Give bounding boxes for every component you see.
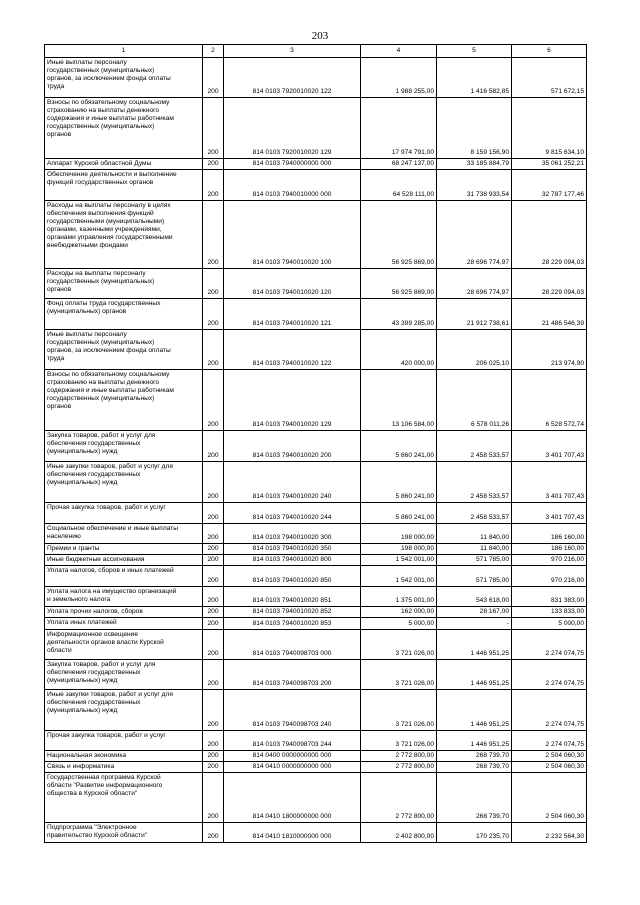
approved-amount: 162 000,00 (361, 607, 437, 618)
item-name: Уплата налога на имущество организаций и земельного налога (45, 587, 203, 607)
column-header-row (45, 45, 587, 58)
table-row (45, 524, 587, 544)
item-name: Закупка товаров, работ и услуг для обеспечения государственных (муниципальных) нужд (45, 431, 203, 462)
item-name: Уплата налогов, сборов и иных платежей (45, 566, 203, 587)
approved-amount: 1 542 001,00 (361, 555, 437, 566)
line-code: 200 (203, 762, 224, 773)
column-header: 3 (224, 45, 361, 58)
budget-code: 814 0103 7940000000 000 (224, 159, 361, 170)
item-name: Уплата иных платежей (45, 618, 203, 630)
item-name: Иные выплаты персоналу государственных (муниципальных) органов, за исключением фонда оплаты труда (45, 58, 203, 98)
budget-code: 814 0410 1800000000 000 (224, 773, 361, 823)
line-code: 200 (203, 269, 224, 299)
line-code: 200 (203, 618, 224, 630)
table-row (45, 762, 587, 773)
unexecuted-amount: 970 216,00 (512, 566, 587, 587)
table-row (45, 607, 587, 618)
approved-amount: 17 974 791,00 (361, 98, 437, 159)
unexecuted-amount: 3 401 707,43 (512, 431, 587, 462)
approved-amount: 3 721 026,00 (361, 690, 437, 731)
item-name: Связь и информатика (45, 762, 203, 773)
item-name: Социальное обеспечение и иные выплаты населению (45, 524, 203, 544)
table-row (45, 690, 587, 731)
line-code: 200 (203, 630, 224, 660)
line-code: 200 (203, 201, 224, 269)
line-code: 200 (203, 330, 224, 370)
table-row (45, 431, 587, 462)
table-row (45, 630, 587, 660)
unexecuted-amount: 35 061 252,21 (512, 159, 587, 170)
budget-report-table (44, 44, 587, 843)
unexecuted-amount: 213 974,90 (512, 330, 587, 370)
executed-amount: 268 739,70 (437, 762, 512, 773)
table-row (45, 618, 587, 630)
executed-amount: 21 912 738,61 (437, 299, 512, 330)
line-code: 200 (203, 823, 224, 843)
unexecuted-amount: 21 486 546,39 (512, 299, 587, 330)
executed-amount: 268 739,70 (437, 773, 512, 823)
line-code: 200 (203, 660, 224, 690)
table-row (45, 566, 587, 587)
table-row (45, 751, 587, 762)
executed-amount: 543 618,00 (437, 587, 512, 607)
line-code: 200 (203, 431, 224, 462)
item-name: Расходы на выплаты персоналу в целях обеспечения выполнения функций государственными (муниципальными) органами, казенными учреждениями, органами управления государственными внебюджетными фондами (45, 201, 203, 269)
item-name: Иные бюджетные ассигнования (45, 555, 203, 566)
budget-code: 814 0103 7940098703 244 (224, 731, 361, 751)
approved-amount: 2 772 800,00 (361, 773, 437, 823)
executed-amount: 1 446 951,25 (437, 731, 512, 751)
unexecuted-amount: 2 274 074,75 (512, 690, 587, 731)
item-name: Прочая закупка товаров, работ и услуг (45, 503, 203, 524)
item-name: Уплата прочих налогов, сборов (45, 607, 203, 618)
item-name: Взносы по обязательному социальному страхованию на выплаты денежного содержания и иные выплаты работникам государственных (муниципальных) органов (45, 98, 203, 159)
unexecuted-amount: 2 274 074,75 (512, 731, 587, 751)
executed-amount: 1 446 951,25 (437, 660, 512, 690)
executed-amount: 6 578 011,26 (437, 370, 512, 431)
unexecuted-amount: 2 504 060,30 (512, 751, 587, 762)
column-header: 6 (512, 45, 587, 58)
approved-amount: 3 721 026,00 (361, 660, 437, 690)
approved-amount: 3 721 026,00 (361, 630, 437, 660)
line-code: 200 (203, 587, 224, 607)
executed-amount: 8 159 156,90 (437, 98, 512, 159)
table-row (45, 170, 587, 201)
unexecuted-amount: 5 000,00 (512, 618, 587, 630)
budget-code: 814 0103 7940098703 200 (224, 660, 361, 690)
column-header: 4 (361, 45, 437, 58)
table-row (45, 269, 587, 299)
line-code: 200 (203, 159, 224, 170)
item-name: Подпрограмма "Электронное правительство Курской области" (45, 823, 203, 843)
budget-code: 814 0103 7940010020 300 (224, 524, 361, 544)
item-name: Закупка товаров, работ и услуг для обеспечения государственных (муниципальных) нужд (45, 660, 203, 690)
approved-amount: 5 860 241,00 (361, 462, 437, 503)
line-code: 200 (203, 690, 224, 731)
column-header: 5 (437, 45, 512, 58)
approved-amount: 56 925 869,00 (361, 201, 437, 269)
unexecuted-amount: 9 815 634,10 (512, 98, 587, 159)
executed-amount: 1 416 582,85 (437, 58, 512, 98)
budget-code: 814 0103 7940010020 853 (224, 618, 361, 630)
approved-amount: 68 247 137,00 (361, 159, 437, 170)
budget-code: 814 0103 7940010000 000 (224, 170, 361, 201)
approved-amount: 5 860 241,00 (361, 503, 437, 524)
table-row (45, 462, 587, 503)
budget-code: 814 0103 7940010020 800 (224, 555, 361, 566)
line-code: 200 (203, 370, 224, 431)
unexecuted-amount: 2 274 074,75 (512, 630, 587, 660)
budget-code: 814 0103 7940010020 852 (224, 607, 361, 618)
budget-code: 814 0103 7940010020 240 (224, 462, 361, 503)
line-code: 200 (203, 58, 224, 98)
line-code: 200 (203, 607, 224, 618)
budget-code: 814 0103 7940010020 121 (224, 299, 361, 330)
table-row (45, 330, 587, 370)
item-name: Обеспечение деятельности и выполнение функций государственных органов (45, 170, 203, 201)
approved-amount: 5 000,00 (361, 618, 437, 630)
unexecuted-amount: 3 401 707,43 (512, 462, 587, 503)
executed-amount: 206 025,10 (437, 330, 512, 370)
budget-code: 814 0103 7940010020 120 (224, 269, 361, 299)
line-code: 200 (203, 503, 224, 524)
table-row (45, 201, 587, 269)
budget-code: 814 0103 7940010020 244 (224, 503, 361, 524)
approved-amount: 64 528 111,00 (361, 170, 437, 201)
unexecuted-amount: 3 401 707,43 (512, 503, 587, 524)
approved-amount: 198 000,00 (361, 544, 437, 555)
item-name: Национальная экономика (45, 751, 203, 762)
executed-amount: 571 785,00 (437, 566, 512, 587)
approved-amount: 2 772 800,00 (361, 762, 437, 773)
unexecuted-amount: 2 232 564,30 (512, 823, 587, 843)
budget-code: 814 0103 7940010020 122 (224, 330, 361, 370)
item-name: Прочая закупка товаров, работ и услуг (45, 731, 203, 751)
item-name: Иные выплаты персоналу государственных (муниципальных) органов, за исключением фонда оплаты труда (45, 330, 203, 370)
page-number: 203 (311, 30, 329, 42)
unexecuted-amount: 6 528 572,74 (512, 370, 587, 431)
approved-amount: 56 925 869,00 (361, 269, 437, 299)
budget-code: 814 0400 0000000000 000 (224, 751, 361, 762)
item-name: Иные закупки товаров, работ и услуг для обеспечения государственных (муниципальных) нужд (45, 462, 203, 503)
approved-amount: 2 772 800,00 (361, 751, 437, 762)
line-code: 200 (203, 524, 224, 544)
executed-amount: 1 446 951,25 (437, 630, 512, 660)
item-name: Информационное освещение деятельности органов власти Курской области (45, 630, 203, 660)
line-code: 200 (203, 566, 224, 587)
budget-code: 814 0103 7920010020 129 (224, 98, 361, 159)
column-header: 1 (45, 45, 203, 58)
budget-code: 814 0410 0000000000 000 (224, 762, 361, 773)
table-row (45, 731, 587, 751)
budget-code: 814 0410 1810000000 000 (224, 823, 361, 843)
executed-amount: 268 739,70 (437, 751, 512, 762)
executed-amount: 33 185 884,79 (437, 159, 512, 170)
line-code: 200 (203, 773, 224, 823)
executed-amount: 2 458 533,57 (437, 462, 512, 503)
budget-code: 814 0103 7940098703 240 (224, 690, 361, 731)
approved-amount: 1 988 255,00 (361, 58, 437, 98)
line-code: 200 (203, 544, 224, 555)
line-code: 200 (203, 98, 224, 159)
table-row (45, 660, 587, 690)
unexecuted-amount: 2 504 060,30 (512, 773, 587, 823)
approved-amount: 420 000,00 (361, 330, 437, 370)
executed-amount: - (437, 618, 512, 630)
approved-amount: 198 000,00 (361, 524, 437, 544)
table-row (45, 159, 587, 170)
budget-code: 814 0103 7940010020 200 (224, 431, 361, 462)
budget-code: 814 0103 7940010020 129 (224, 370, 361, 431)
table-row (45, 299, 587, 330)
table-row (45, 555, 587, 566)
unexecuted-amount: 970 216,00 (512, 555, 587, 566)
executed-amount: 2 458 533,57 (437, 431, 512, 462)
item-name: Аппарат Курской областной Думы (45, 159, 203, 170)
unexecuted-amount: 2 504 060,30 (512, 762, 587, 773)
unexecuted-amount: 571 672,15 (512, 58, 587, 98)
executed-amount: 170 235,70 (437, 823, 512, 843)
item-name: Иные закупки товаров, работ и услуг для обеспечения государственных (муниципальных) нужд (45, 690, 203, 731)
approved-amount: 43 399 285,00 (361, 299, 437, 330)
approved-amount: 1 375 001,00 (361, 587, 437, 607)
budget-code: 814 0103 7920010020 122 (224, 58, 361, 98)
executed-amount: 31 738 933,54 (437, 170, 512, 201)
line-code: 200 (203, 170, 224, 201)
item-name: Премии и гранты (45, 544, 203, 555)
table-row (45, 773, 587, 823)
table-row (45, 370, 587, 431)
unexecuted-amount: 28 229 094,03 (512, 201, 587, 269)
unexecuted-amount: 133 833,00 (512, 607, 587, 618)
unexecuted-amount: 186 160,00 (512, 544, 587, 555)
line-code: 200 (203, 462, 224, 503)
approved-amount: 1 542 001,00 (361, 566, 437, 587)
line-code: 200 (203, 299, 224, 330)
executed-amount: 11 840,00 (437, 524, 512, 544)
line-code: 200 (203, 555, 224, 566)
table-row (45, 587, 587, 607)
table-row (45, 58, 587, 98)
approved-amount: 2 402 800,00 (361, 823, 437, 843)
executed-amount: 2 458 533,57 (437, 503, 512, 524)
table-row (45, 98, 587, 159)
item-name: Взносы по обязательному социальному страхованию на выплаты денежного содержания и иные выплаты работникам государственных (муниципальных) органов (45, 370, 203, 431)
line-code: 200 (203, 751, 224, 762)
budget-code: 814 0103 7940010020 851 (224, 587, 361, 607)
table-row (45, 823, 587, 843)
approved-amount: 3 721 026,00 (361, 731, 437, 751)
executed-amount: 28 167,00 (437, 607, 512, 618)
item-name: Государственная программа Курской области "Развитие информационного общества в Курской области" (45, 773, 203, 823)
executed-amount: 1 446 951,25 (437, 690, 512, 731)
budget-code: 814 0103 7940010020 350 (224, 544, 361, 555)
executed-amount: 28 696 774,97 (437, 201, 512, 269)
unexecuted-amount: 831 383,00 (512, 587, 587, 607)
unexecuted-amount: 2 274 074,75 (512, 660, 587, 690)
column-header: 2 (203, 45, 224, 58)
budget-code: 814 0103 7940010020 100 (224, 201, 361, 269)
line-code: 200 (203, 731, 224, 751)
table-row (45, 503, 587, 524)
executed-amount: 11 840,00 (437, 544, 512, 555)
unexecuted-amount: 28 229 094,03 (512, 269, 587, 299)
unexecuted-amount: 32 787 177,46 (512, 170, 587, 201)
executed-amount: 28 696 774,97 (437, 269, 512, 299)
item-name: Фонд оплаты труда государственных (муниципальных) органов (45, 299, 203, 330)
approved-amount: 13 106 584,00 (361, 370, 437, 431)
approved-amount: 5 860 241,00 (361, 431, 437, 462)
item-name: Расходы на выплаты персоналу государственных (муниципальных) органов (45, 269, 203, 299)
budget-code: 814 0103 7940010020 850 (224, 566, 361, 587)
unexecuted-amount: 186 160,00 (512, 524, 587, 544)
executed-amount: 571 785,00 (437, 555, 512, 566)
table-row (45, 544, 587, 555)
budget-code: 814 0103 7940098703 000 (224, 630, 361, 660)
